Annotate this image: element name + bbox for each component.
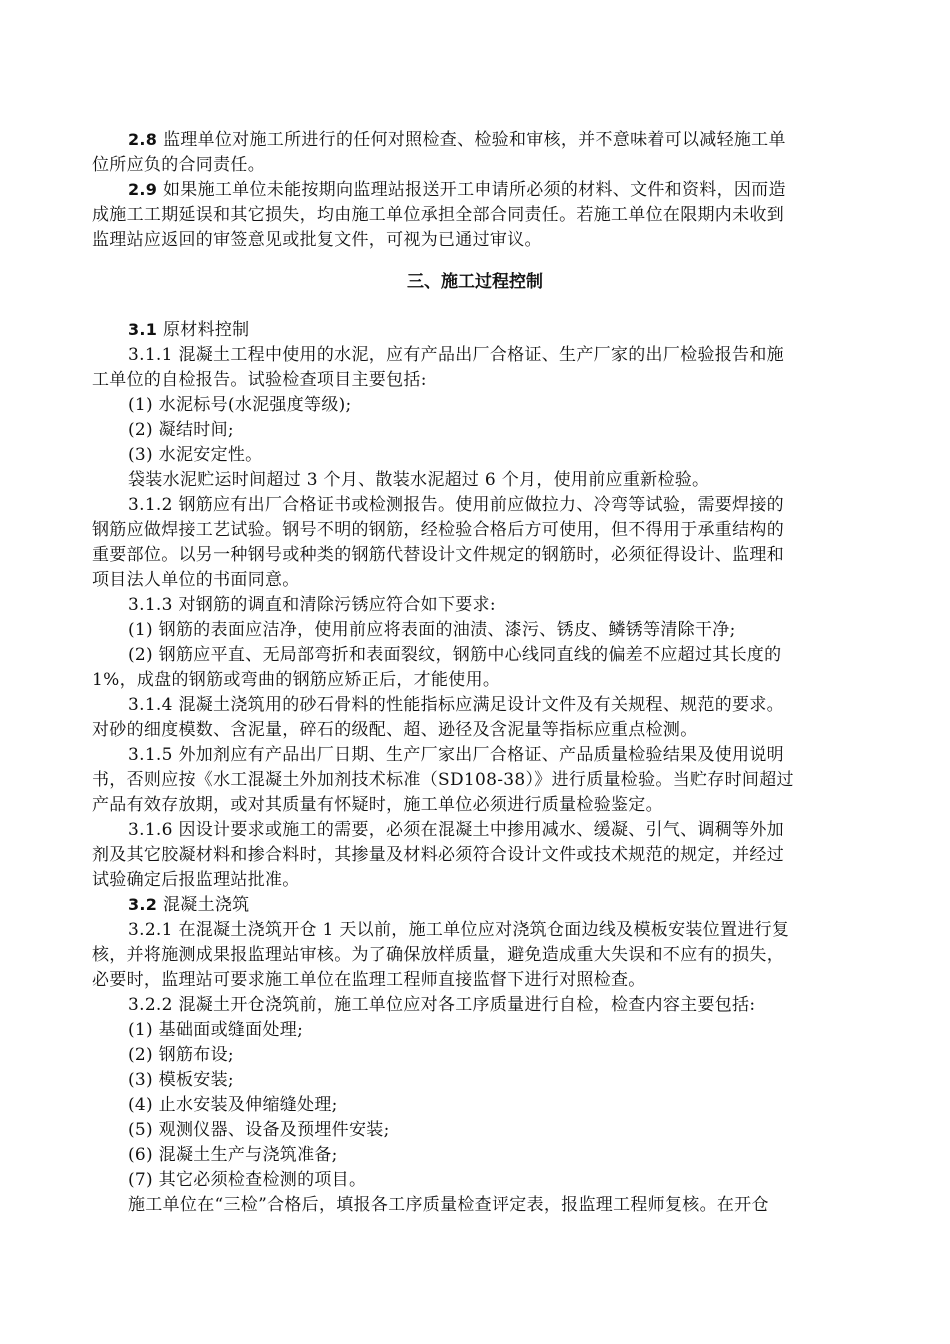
paragraph-2-9-line-2: 成施工工期延误和其它损失，均由施工单位承担全部合同责任。若施工单位在限期内未收到	[92, 205, 784, 225]
paragraph-3-1-2-line-2: 钢筋应做焊接工艺试验。钢号不明的钢筋，经检验合格后方可使用，但不得用于承重结构的	[92, 520, 784, 540]
paragraph-3-2-1-line-2: 核，并将施测成果报监理站审核。为了确保放样质量，避免造成重大失误和不应有的损失，	[92, 945, 784, 965]
list-item: (7) 其它必须检查检测的项目。	[128, 1170, 367, 1190]
paragraph-2-9-line-3: 监理站应返回的审签意见或批复文件，可视为已通过审议。	[92, 230, 542, 250]
paragraph-2-8-line-2: 位所应负的合同责任。	[92, 155, 265, 175]
paragraph-3-1-5-line-2: 书，否则应按《水工混凝土外加剂技术标准（SD108-38）》进行质量检验。当贮存时间超过	[92, 770, 794, 790]
paragraph-3-1-1-line-1: 3.1.1 混凝土工程中使用的水泥，应有产品出厂合格证、生产厂家的出厂检验报告和施	[128, 345, 784, 365]
list-item: (2) 钢筋布设;	[128, 1045, 234, 1065]
paragraph-3-1-5-line-3: 产品有效存放期，或对其质量有怀疑时，施工单位必须进行质量检验鉴定。	[92, 795, 663, 815]
list-item: (2) 钢筋应平直、无局部弯折和表面裂纹，钢筋中心线同直线的偏差不应超过其长度的	[128, 645, 782, 665]
clause-number-2-9: 2.9	[128, 180, 158, 199]
clause-number-3-2: 3.2	[128, 895, 158, 914]
list-item: (3) 水泥安定性。	[128, 445, 263, 465]
paragraph-3-1-5-line-1: 3.1.5 外加剂应有产品出厂日期、生产厂家出厂合格证、产品质量检验结果及使用说明	[128, 745, 784, 765]
list-item: (2) 凝结时间;	[128, 420, 234, 440]
clause-number-3-1: 3.1	[128, 320, 158, 339]
section-3-2-heading: 3.2 混凝土浇筑	[128, 895, 250, 915]
paragraph-2-9-line-1: 2.9 如果施工单位未能按期向监理站报送开工申请所必须的材料、文件和资料，因而造	[128, 180, 786, 200]
paragraph-3-1-2-line-4: 项目法人单位的书面同意。	[92, 570, 300, 590]
paragraph-3-1-1-note: 袋装水泥贮运时间超过 3 个月、散装水泥超过 6 个月，使用前应重新检验。	[128, 470, 710, 490]
paragraph-3-1-1-line-2: 工单位的自检报告。试验检查项目主要包括:	[92, 370, 427, 390]
list-item-continuation: 1%，成盘的钢筋或弯曲的钢筋应矫正后，才能使用。	[92, 670, 501, 690]
paragraph-3-1-6-line-1: 3.1.6 因设计要求或施工的需要，必须在混凝土中掺用减水、缓凝、引气、调稠等外加	[128, 820, 784, 840]
list-item: (1) 基础面或缝面处理;	[128, 1020, 304, 1040]
paragraph-3-1-2-line-1: 3.1.2 钢筋应有出厂合格证书或检测报告。使用前应做拉力、冷弯等试验，需要焊接的	[128, 495, 784, 515]
paragraph-3-1-2-line-3: 重要部位。以另一种钢号或种类的钢筋代替设计文件规定的钢筋时，必须征得设计、监理和	[92, 545, 784, 565]
paragraph-2-8-line-1: 2.8 监理单位对施工所进行的任何对照检查、检验和审核，并不意味着可以减轻施工单	[128, 130, 786, 150]
paragraph-3-1-4-line-1: 3.1.4 混凝土浇筑用的砂石骨料的性能指标应满足设计文件及有关规程、规范的要求。	[128, 695, 784, 715]
list-item: (4) 止水安装及伸缩缝处理;	[128, 1095, 338, 1115]
paragraph-3-2-1-line-3: 必要时，监理站可要求施工单位在监理工程师直接监督下进行对照检查。	[92, 970, 646, 990]
paragraph-3-1-6-line-3: 试验确定后报监理站批准。	[92, 870, 300, 890]
list-item: (5) 观测仪器、设备及预埋件安装;	[128, 1120, 390, 1140]
section-title: 三、施工过程控制	[407, 272, 543, 292]
list-item: (6) 混凝土生产与浇筑准备;	[128, 1145, 338, 1165]
list-item: (3) 模板安装;	[128, 1070, 234, 1090]
paragraph-3-2-2-line-1: 3.2.2 混凝土开仓浇筑前，施工单位应对各工序质量进行自检，检查内容主要包括:	[128, 995, 756, 1015]
paragraph-3-2-1-line-1: 3.2.1 在混凝土浇筑开仓 1 天以前，施工单位应对浇筑仓面边线及模板安装位置进行复	[128, 920, 790, 940]
clause-number-2-8: 2.8	[128, 130, 158, 149]
section-3-1-heading: 3.1 原材料控制	[128, 320, 250, 340]
paragraph-3-1-6-line-2: 剂及其它胶凝材料和掺合料时，其掺量及材料必须符合设计文件或技术规范的规定，并经过	[92, 845, 784, 865]
paragraph-3-2-2-last-line: 施工单位在“三检”合格后，填报各工序质量检查评定表，报监理工程师复核。在开仓	[128, 1195, 769, 1215]
list-item: (1) 钢筋的表面应洁净，使用前应将表面的油渍、漆污、锈皮、鳞锈等清除干净;	[128, 620, 736, 640]
list-item: (1) 水泥标号(水泥强度等级);	[128, 395, 352, 415]
paragraph-3-1-3-line-1: 3.1.3 对钢筋的调直和清除污锈应符合如下要求:	[128, 595, 496, 615]
paragraph-3-1-4-line-2: 对砂的细度模数、含泥量，碎石的级配、超、逊径及含泥量等指标应重点检测。	[92, 720, 698, 740]
